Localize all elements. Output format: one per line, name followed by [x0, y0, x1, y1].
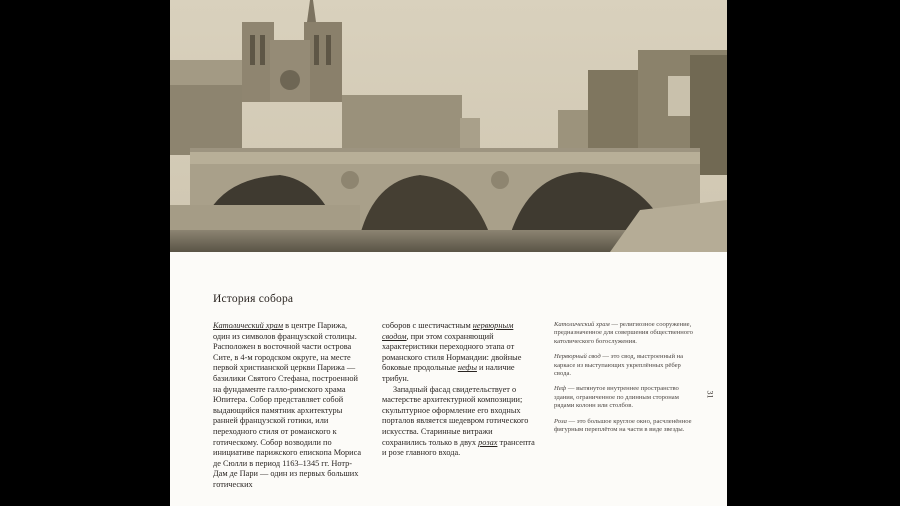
- column-2-para2-a: Западный фасад свидетельствует о мастерстве архитектурной композиции; скульптурное оформление его входных порталов является шедевром готического искусства. Старинные витражи сохранились только в двух: [382, 384, 529, 447]
- column-2-para2-b: трансепта и розе главного входа.: [382, 437, 535, 458]
- term-rib-vault: нервюрным сводом: [382, 321, 514, 341]
- term-nave: нефы: [457, 363, 477, 373]
- column-2-text-c: и наличие трибун.: [382, 363, 515, 383]
- glossary-entry: [554, 353, 694, 378]
- glossary-term: Католический храм: [554, 321, 610, 328]
- term-catholic-temple: Католический храм: [213, 321, 284, 330]
- column-2-text-b: , при этом сохраняющий характеристики переходного этапа от романского стиля Нормандии: двойные боковые продольные: [382, 331, 522, 373]
- term-rose: розах: [478, 437, 498, 447]
- main-text-column-1: [213, 321, 363, 491]
- glossary-term: Неф: [554, 385, 567, 393]
- page-number: 31: [705, 390, 715, 399]
- glossary-term: Нервюрный свод: [554, 353, 601, 361]
- glossary-entry: [554, 385, 694, 410]
- glossary-entry: [554, 321, 694, 346]
- glossary-definition: — это большое круглое окно, расчленённое фигурным переплётом на части в виде звезды.: [554, 417, 692, 434]
- column-1-text: в центре Парижа, один из символов французской столицы. Расположен в восточной части острова Сите, в 4-м городском округе, на месте первой христианской церкви Парижа — базилики Святого Стефана, построенной на фундаменте галло-римского храма Юпитера. Собор представляет собой выдающийся памятник архитектуры ранней французской готики, или переходного стиля от романского к готическому. Собор возводили по инициативе парижского епископа Мориса де Сюлли в период 1163–1345 гг. Нотр-Дам де Пари — один из первых больших готических: [213, 321, 362, 489]
- section-title: История собора: [213, 293, 294, 305]
- glossary-definition: — вытянутое внутреннее пространство здания, ограниченное по длинным сторонам рядами колонн или столбов.: [554, 385, 679, 410]
- glossary-column: [554, 321, 694, 441]
- column-2-text-a: соборов с шестичастным: [382, 321, 473, 330]
- main-text-column-2: [382, 321, 536, 459]
- book-page: [170, 0, 727, 506]
- glossary-definition: — это свод, выстроенный на каркасе из выступающих укреплённых рёбер свода.: [554, 353, 684, 378]
- bridge-cathedral-photo: [170, 0, 727, 252]
- glossary-entry: [554, 418, 694, 435]
- glossary-definition: — религиозное сооружение, предназначенное для совершения общественного католического богослужения.: [554, 321, 693, 345]
- glossary-term: Роза: [554, 417, 567, 425]
